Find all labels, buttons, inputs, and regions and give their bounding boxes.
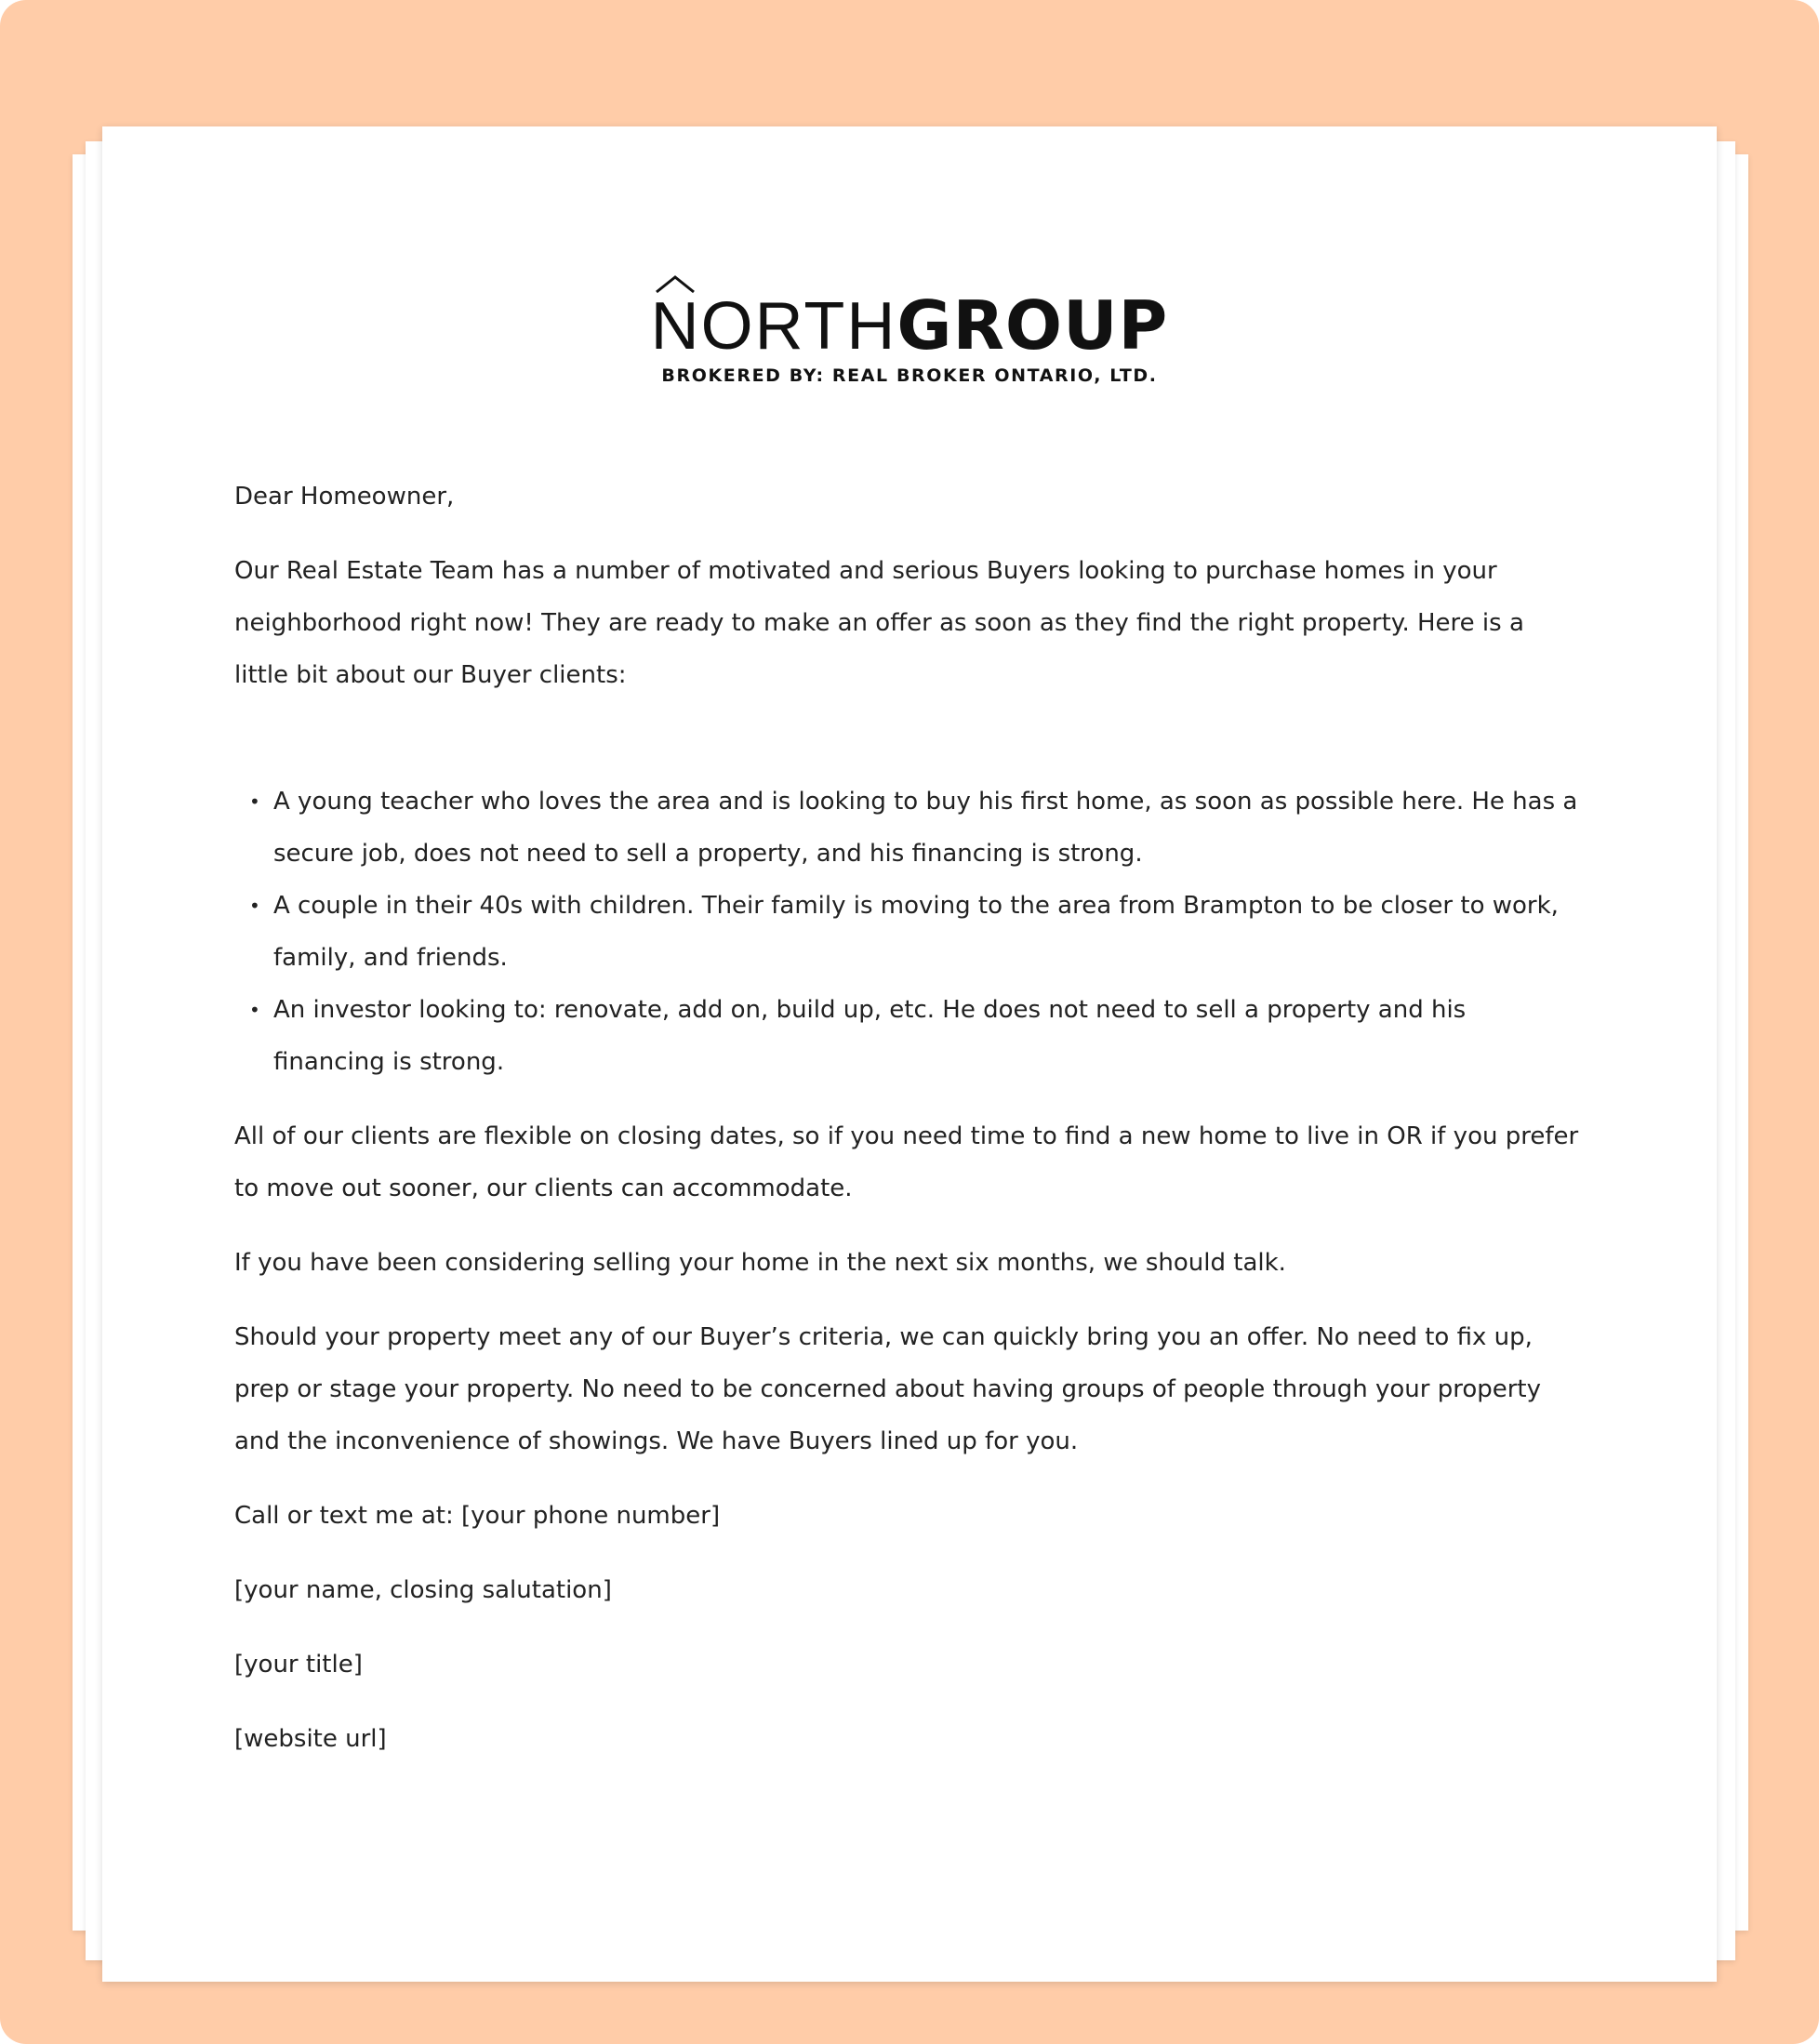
consider-paragraph: If you have been considering selling your home in the next six months, we should talk. xyxy=(234,1249,1286,1277)
list-item-text: A young teacher who loves the area and is looking to buy his first home, as soon as possible here. He has a secure job, does not need to sell a property, and his financing is strong. xyxy=(273,788,1578,868)
letter-page xyxy=(102,126,1717,1982)
logo-group: GROUP xyxy=(896,286,1169,365)
bullet-icon: • xyxy=(249,790,260,813)
website-url: [website url] xyxy=(234,1725,387,1753)
logo-wordmark xyxy=(651,286,1169,365)
list-item xyxy=(249,984,1583,1088)
list-item xyxy=(249,880,1583,984)
criteria-paragraph: Should your property meet any of our Buyer’s criteria, we can quickly bring you an offer. No need to fix up, prep or stage your property. No need to be concerned about having groups of people through your property and the inconvenience of showings. We have Buyers lined up for you. xyxy=(234,1323,1542,1455)
bullet-icon: • xyxy=(249,999,260,1021)
signature-title: [your title] xyxy=(234,1651,363,1679)
list-item-text: A couple in their 40s with children. Their family is moving to the area from Brampton to be closer to work, family, and friends. xyxy=(273,892,1559,972)
letter-body xyxy=(234,471,1583,1787)
logo-subtitle: BROKERED BY: REAL BROKER ONTARIO, LTD. xyxy=(661,365,1158,386)
list-item-text: An investor looking to: renovate, add on, build up, etc. He does not need to sell a property and his financing is strong. xyxy=(273,996,1467,1076)
roof-icon xyxy=(653,273,697,294)
buyer-list xyxy=(234,776,1583,1088)
bullet-icon: • xyxy=(249,895,260,917)
greeting: Dear Homeowner, xyxy=(234,483,455,511)
northgroup-logo xyxy=(102,286,1717,386)
logo-north: NORTH xyxy=(650,289,897,364)
list-item xyxy=(249,776,1583,880)
flexible-paragraph: All of our clients are flexible on closing dates, so if you need time to find a new home to live in OR if you prefer to move out sooner, our clients can accommodate. xyxy=(234,1122,1579,1202)
intro-paragraph: Our Real Estate Team has a number of motivated and serious Buyers looking to purchase homes in your neighborhood right now! They are ready to make an offer as soon as they find the right property. Here is a little bit about our Buyer clients: xyxy=(234,557,1524,689)
contact-line: Call or text me at: [your phone number] xyxy=(234,1502,721,1530)
signature-name: [your name, closing salutation] xyxy=(234,1576,612,1604)
